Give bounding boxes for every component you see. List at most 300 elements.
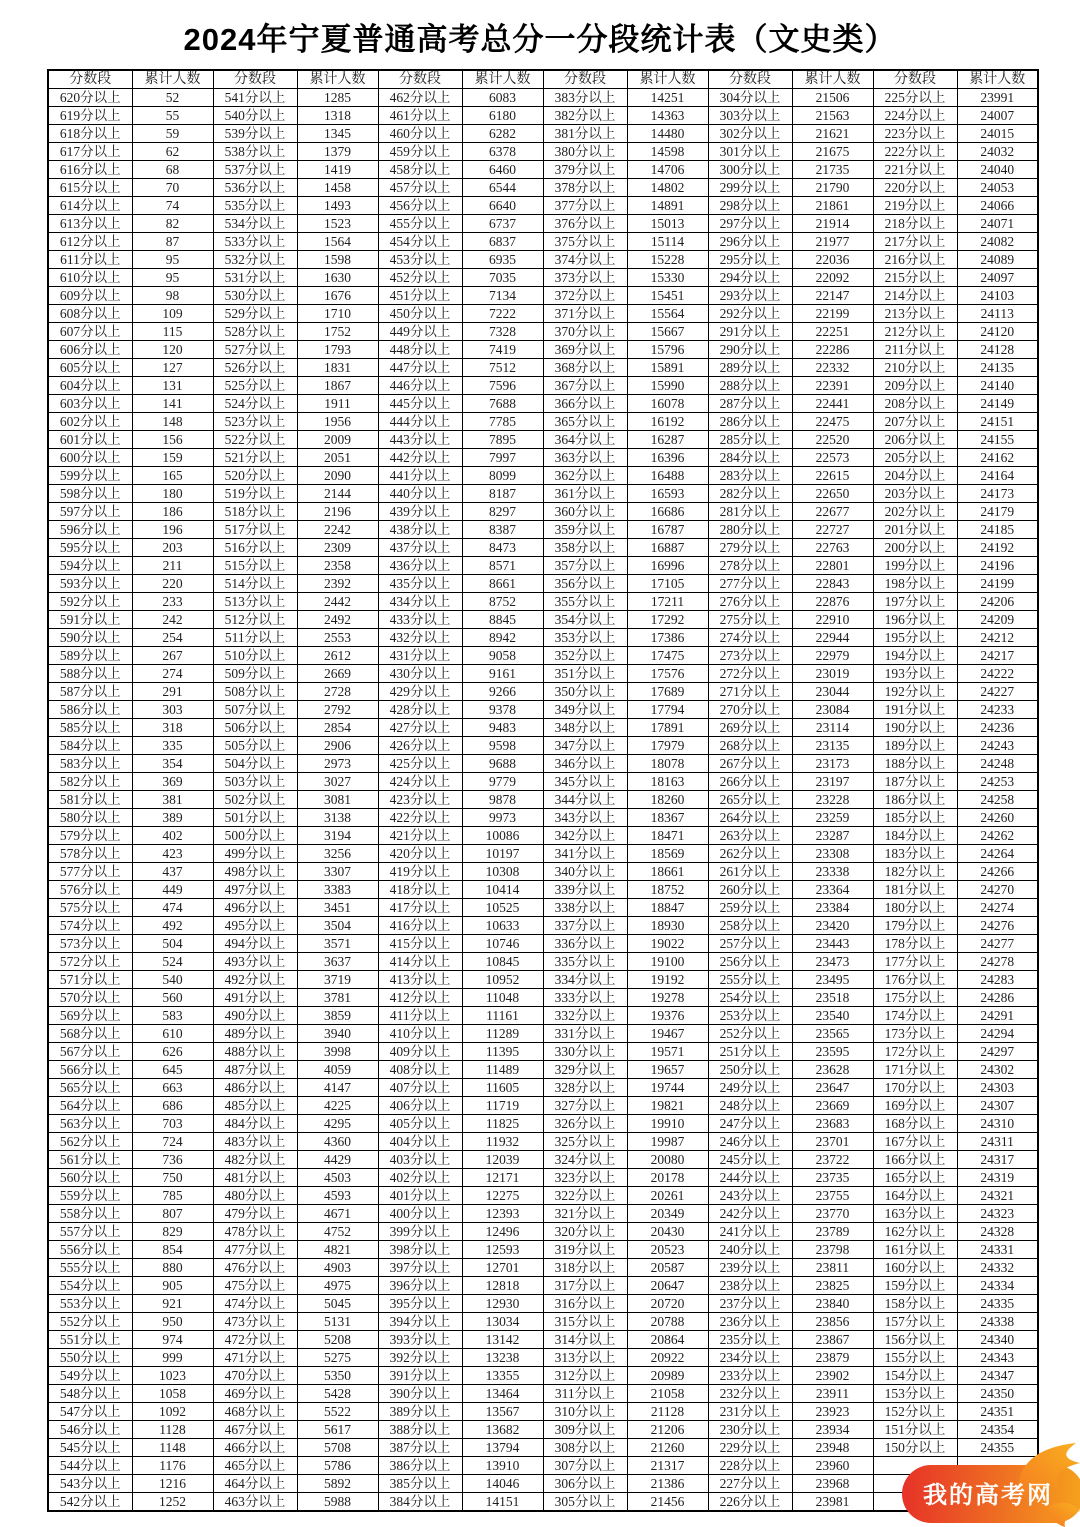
- score-cell: 419分以上: [378, 863, 462, 881]
- count-cell: 8845: [462, 611, 543, 629]
- table-row: [48, 431, 1038, 449]
- column-header: 分数段: [48, 70, 132, 89]
- count-cell: 68: [132, 161, 213, 179]
- score-cell: 230分以上: [708, 1421, 792, 1439]
- count-cell: 23968: [792, 1475, 873, 1493]
- score-cell: 269分以上: [708, 719, 792, 737]
- table-row: [48, 1151, 1038, 1169]
- count-cell: 18367: [627, 809, 708, 827]
- count-cell: 22727: [792, 521, 873, 539]
- count-cell: 3138: [297, 809, 378, 827]
- count-cell: 15451: [627, 287, 708, 305]
- count-cell: 15667: [627, 323, 708, 341]
- count-cell: 6935: [462, 251, 543, 269]
- count-cell: 2242: [297, 521, 378, 539]
- count-cell: 1092: [132, 1403, 213, 1421]
- score-cell: 499分以上: [213, 845, 297, 863]
- count-cell: 3027: [297, 773, 378, 791]
- score-cell: 427分以上: [378, 719, 462, 737]
- score-cell: 332分以上: [543, 1007, 627, 1025]
- score-cell: 227分以上: [708, 1475, 792, 1493]
- table-row: [48, 1313, 1038, 1331]
- score-cell: 573分以上: [48, 935, 132, 953]
- score-cell: 197分以上: [873, 593, 957, 611]
- count-cell: 20720: [627, 1295, 708, 1313]
- count-cell: 2358: [297, 557, 378, 575]
- score-cell: 181分以上: [873, 881, 957, 899]
- score-cell: 566分以上: [48, 1061, 132, 1079]
- score-cell: 437分以上: [378, 539, 462, 557]
- count-cell: 10633: [462, 917, 543, 935]
- page-title: 2024年宁夏普通高考总分一分段统计表（文史类）: [183, 22, 897, 57]
- score-cell: 466分以上: [213, 1439, 297, 1457]
- count-cell: 24040: [957, 161, 1038, 179]
- score-cell: 398分以上: [378, 1241, 462, 1259]
- count-cell: 21621: [792, 125, 873, 143]
- score-cell: 393分以上: [378, 1331, 462, 1349]
- score-cell: 530分以上: [213, 287, 297, 305]
- score-cell: 558分以上: [48, 1205, 132, 1223]
- table-row: [48, 1169, 1038, 1187]
- score-cell: 565分以上: [48, 1079, 132, 1097]
- count-cell: 854: [132, 1241, 213, 1259]
- score-cell: 594分以上: [48, 557, 132, 575]
- score-cell: 491分以上: [213, 989, 297, 1007]
- table-row: [48, 197, 1038, 215]
- count-cell: 540: [132, 971, 213, 989]
- table-row: [48, 575, 1038, 593]
- count-cell: 74: [132, 197, 213, 215]
- table-row: [48, 1403, 1038, 1421]
- score-cell: 229分以上: [708, 1439, 792, 1457]
- score-cell: 329分以上: [543, 1061, 627, 1079]
- score-cell: 284分以上: [708, 449, 792, 467]
- score-cell: 237分以上: [708, 1295, 792, 1313]
- count-cell: 24243: [957, 737, 1038, 755]
- score-cell: 433分以上: [378, 611, 462, 629]
- column-header: 累计人数: [792, 70, 873, 89]
- score-cell: 305分以上: [543, 1493, 627, 1512]
- count-cell: 9378: [462, 701, 543, 719]
- score-cell: 223分以上: [873, 125, 957, 143]
- count-cell: 13794: [462, 1439, 543, 1457]
- score-cell: 578分以上: [48, 845, 132, 863]
- count-cell: 19022: [627, 935, 708, 953]
- score-cell: 301分以上: [708, 143, 792, 161]
- count-cell: 3383: [297, 881, 378, 899]
- count-cell: 2612: [297, 647, 378, 665]
- score-cell: 478分以上: [213, 1223, 297, 1241]
- table-row: [48, 1457, 1038, 1475]
- count-cell: 21861: [792, 197, 873, 215]
- count-cell: 13034: [462, 1313, 543, 1331]
- count-cell: 19467: [627, 1025, 708, 1043]
- count-cell: 3571: [297, 935, 378, 953]
- score-cell: 295分以上: [708, 251, 792, 269]
- score-cell: 339分以上: [543, 881, 627, 899]
- count-cell: 24317: [957, 1151, 1038, 1169]
- score-cell: 152分以上: [873, 1403, 957, 1421]
- count-cell: 4147: [297, 1079, 378, 1097]
- score-cell: 582分以上: [48, 773, 132, 791]
- count-cell: 24276: [957, 917, 1038, 935]
- table-row: [48, 89, 1038, 107]
- score-cell: 364分以上: [543, 431, 627, 449]
- score-cell: 456分以上: [378, 197, 462, 215]
- score-cell: 323分以上: [543, 1169, 627, 1187]
- count-cell: 785: [132, 1187, 213, 1205]
- score-cell: 408分以上: [378, 1061, 462, 1079]
- count-cell: 267: [132, 647, 213, 665]
- count-cell: 9688: [462, 755, 543, 773]
- count-cell: 23879: [792, 1349, 873, 1367]
- count-cell: 23420: [792, 917, 873, 935]
- count-cell: 7035: [462, 269, 543, 287]
- score-cell: 494分以上: [213, 935, 297, 953]
- score-cell: 459分以上: [378, 143, 462, 161]
- score-cell: 512分以上: [213, 611, 297, 629]
- count-cell: 16396: [627, 449, 708, 467]
- score-cell: 169分以上: [873, 1097, 957, 1115]
- count-cell: 11605: [462, 1079, 543, 1097]
- score-cell: 157分以上: [873, 1313, 957, 1331]
- score-cell: 586分以上: [48, 701, 132, 719]
- score-cell: 306分以上: [543, 1475, 627, 1493]
- score-cell: 397分以上: [378, 1259, 462, 1277]
- score-cell: 163分以上: [873, 1205, 957, 1223]
- score-cell: 476分以上: [213, 1259, 297, 1277]
- score-cell: 414分以上: [378, 953, 462, 971]
- score-cell: 293分以上: [708, 287, 792, 305]
- score-cell: 352分以上: [543, 647, 627, 665]
- score-cell: 518分以上: [213, 503, 297, 521]
- score-cell: 377分以上: [543, 197, 627, 215]
- count-cell: 24053: [957, 179, 1038, 197]
- count-cell: 87: [132, 233, 213, 251]
- count-cell: 3859: [297, 1007, 378, 1025]
- count-cell: 10197: [462, 845, 543, 863]
- score-cell: 551分以上: [48, 1331, 132, 1349]
- count-cell: 23173: [792, 755, 873, 773]
- score-cell: 207分以上: [873, 413, 957, 431]
- count-cell: 23840: [792, 1295, 873, 1313]
- count-cell: 1564: [297, 233, 378, 251]
- count-cell: 10952: [462, 971, 543, 989]
- count-cell: 24032: [957, 143, 1038, 161]
- count-cell: 23114: [792, 719, 873, 737]
- count-cell: 21977: [792, 233, 873, 251]
- score-cell: 384分以上: [378, 1493, 462, 1512]
- score-cell: 381分以上: [543, 125, 627, 143]
- score-cell: 583分以上: [48, 755, 132, 773]
- score-cell: 428分以上: [378, 701, 462, 719]
- score-cell: 326分以上: [543, 1115, 627, 1133]
- count-cell: 23197: [792, 773, 873, 791]
- count-cell: 24179: [957, 503, 1038, 521]
- count-cell: 21735: [792, 161, 873, 179]
- count-cell: 11395: [462, 1043, 543, 1061]
- count-cell: 1630: [297, 269, 378, 287]
- count-cell: 22573: [792, 449, 873, 467]
- count-cell: 115: [132, 323, 213, 341]
- count-cell: 22199: [792, 305, 873, 323]
- count-cell: 8297: [462, 503, 543, 521]
- count-cell: 5275: [297, 1349, 378, 1367]
- count-cell: 13567: [462, 1403, 543, 1421]
- count-cell: 1752: [297, 323, 378, 341]
- score-cell: 346分以上: [543, 755, 627, 773]
- score-cell: 538分以上: [213, 143, 297, 161]
- table-row: [48, 881, 1038, 899]
- count-cell: 23923: [792, 1403, 873, 1421]
- count-cell: 16287: [627, 431, 708, 449]
- score-cell: 394分以上: [378, 1313, 462, 1331]
- score-cell: 444分以上: [378, 413, 462, 431]
- score-cell: 439分以上: [378, 503, 462, 521]
- count-cell: 5350: [297, 1367, 378, 1385]
- count-cell: 3081: [297, 791, 378, 809]
- count-cell: 1793: [297, 341, 378, 359]
- count-cell: 254: [132, 629, 213, 647]
- score-cell: 303分以上: [708, 107, 792, 125]
- score-cell: 457分以上: [378, 179, 462, 197]
- score-cell: 420分以上: [378, 845, 462, 863]
- table-row: [48, 1205, 1038, 1223]
- score-cell: 236分以上: [708, 1313, 792, 1331]
- count-cell: 23948: [792, 1439, 873, 1457]
- count-cell: 8661: [462, 575, 543, 593]
- table-row: [48, 1331, 1038, 1349]
- count-cell: 17576: [627, 665, 708, 683]
- score-cell: 233分以上: [708, 1367, 792, 1385]
- score-cell: 313分以上: [543, 1349, 627, 1367]
- score-cell: 597分以上: [48, 503, 132, 521]
- count-cell: 15891: [627, 359, 708, 377]
- count-cell: 1419: [297, 161, 378, 179]
- count-cell: 12701: [462, 1259, 543, 1277]
- count-cell: 95: [132, 251, 213, 269]
- table-row: [48, 251, 1038, 269]
- score-cell: 338分以上: [543, 899, 627, 917]
- score-cell: 564分以上: [48, 1097, 132, 1115]
- column-header: 分数段: [213, 70, 297, 89]
- score-cell: 588分以上: [48, 665, 132, 683]
- score-cell: 447分以上: [378, 359, 462, 377]
- count-cell: 1058: [132, 1385, 213, 1403]
- score-cell: 211分以上: [873, 341, 957, 359]
- count-cell: 14891: [627, 197, 708, 215]
- count-cell: 12393: [462, 1205, 543, 1223]
- count-cell: 905: [132, 1277, 213, 1295]
- count-cell: 24082: [957, 233, 1038, 251]
- table-row: [48, 377, 1038, 395]
- count-cell: 524: [132, 953, 213, 971]
- table-row: [48, 773, 1038, 791]
- score-cell: 278分以上: [708, 557, 792, 575]
- score-cell: 431分以上: [378, 647, 462, 665]
- count-cell: 24347: [957, 1367, 1038, 1385]
- score-cell: 435分以上: [378, 575, 462, 593]
- score-cell: 450分以上: [378, 305, 462, 323]
- score-cell: 570分以上: [48, 989, 132, 1007]
- score-cell: 328分以上: [543, 1079, 627, 1097]
- count-cell: 24192: [957, 539, 1038, 557]
- count-cell: 12593: [462, 1241, 543, 1259]
- score-cell: 222分以上: [873, 143, 957, 161]
- count-cell: 22147: [792, 287, 873, 305]
- table-row: [48, 1259, 1038, 1277]
- count-cell: 19821: [627, 1097, 708, 1115]
- count-cell: 4503: [297, 1169, 378, 1187]
- score-cell: 345分以上: [543, 773, 627, 791]
- count-cell: 6737: [462, 215, 543, 233]
- count-cell: 5428: [297, 1385, 378, 1403]
- table-row: [48, 755, 1038, 773]
- count-cell: 20788: [627, 1313, 708, 1331]
- count-cell: 24310: [957, 1115, 1038, 1133]
- score-cell: 519分以上: [213, 485, 297, 503]
- score-cell: 477分以上: [213, 1241, 297, 1259]
- score-cell: 389分以上: [378, 1403, 462, 1421]
- count-cell: 318: [132, 719, 213, 737]
- score-cell: 485分以上: [213, 1097, 297, 1115]
- score-cell: 347分以上: [543, 737, 627, 755]
- count-cell: 8571: [462, 557, 543, 575]
- score-cell: 449分以上: [378, 323, 462, 341]
- score-cell: 577分以上: [48, 863, 132, 881]
- score-cell: 585分以上: [48, 719, 132, 737]
- count-cell: 4671: [297, 1205, 378, 1223]
- score-cell: 432分以上: [378, 629, 462, 647]
- logo-text: 我的高考网: [923, 1482, 1053, 1509]
- count-cell: 645: [132, 1061, 213, 1079]
- score-cell: 288分以上: [708, 377, 792, 395]
- score-cell: 243分以上: [708, 1187, 792, 1205]
- count-cell: 109: [132, 305, 213, 323]
- score-cell: 311分以上: [543, 1385, 627, 1403]
- score-cell: 529分以上: [213, 305, 297, 323]
- score-cell: 574分以上: [48, 917, 132, 935]
- score-cell: 496分以上: [213, 899, 297, 917]
- score-cell: 215分以上: [873, 269, 957, 287]
- table-row: [48, 215, 1038, 233]
- count-cell: 70: [132, 179, 213, 197]
- count-cell: 16593: [627, 485, 708, 503]
- header-row: [48, 70, 1038, 89]
- count-cell: 24217: [957, 647, 1038, 665]
- score-cell: 195分以上: [873, 629, 957, 647]
- score-cell: 349分以上: [543, 701, 627, 719]
- table-row: [48, 1385, 1038, 1403]
- score-cell: 562分以上: [48, 1133, 132, 1151]
- count-cell: 354: [132, 755, 213, 773]
- count-cell: 4975: [297, 1277, 378, 1295]
- count-cell: 13682: [462, 1421, 543, 1439]
- count-cell: 950: [132, 1313, 213, 1331]
- count-cell: 19376: [627, 1007, 708, 1025]
- score-cell: 188分以上: [873, 755, 957, 773]
- score-cell: 602分以上: [48, 413, 132, 431]
- count-cell: 23259: [792, 809, 873, 827]
- score-cell: 505分以上: [213, 737, 297, 755]
- count-cell: 24248: [957, 755, 1038, 773]
- table-row: [48, 1475, 1038, 1493]
- count-cell: 2669: [297, 665, 378, 683]
- table-row: [48, 827, 1038, 845]
- count-cell: 148: [132, 413, 213, 431]
- score-cell: 331分以上: [543, 1025, 627, 1043]
- count-cell: 21675: [792, 143, 873, 161]
- score-cell: 342分以上: [543, 827, 627, 845]
- count-cell: 23722: [792, 1151, 873, 1169]
- count-cell: 98: [132, 287, 213, 305]
- count-cell: 24332: [957, 1259, 1038, 1277]
- count-cell: 21914: [792, 215, 873, 233]
- score-cell: 174分以上: [873, 1007, 957, 1025]
- score-cell: 405分以上: [378, 1115, 462, 1133]
- count-cell: 5522: [297, 1403, 378, 1421]
- count-cell: 3256: [297, 845, 378, 863]
- score-cell: 308分以上: [543, 1439, 627, 1457]
- score-cell: 549分以上: [48, 1367, 132, 1385]
- count-cell: 242: [132, 611, 213, 629]
- count-cell: 180: [132, 485, 213, 503]
- score-cell: 184分以上: [873, 827, 957, 845]
- score-cell: 506分以上: [213, 719, 297, 737]
- score-cell: 299分以上: [708, 179, 792, 197]
- count-cell: 233: [132, 593, 213, 611]
- score-cell: 266分以上: [708, 773, 792, 791]
- count-cell: 807: [132, 1205, 213, 1223]
- score-cell: 446分以上: [378, 377, 462, 395]
- count-cell: 19100: [627, 953, 708, 971]
- score-cell: 164分以上: [873, 1187, 957, 1205]
- count-cell: 22475: [792, 413, 873, 431]
- count-cell: 14363: [627, 107, 708, 125]
- count-cell: 16887: [627, 539, 708, 557]
- score-cell: 177分以上: [873, 953, 957, 971]
- count-cell: 724: [132, 1133, 213, 1151]
- count-cell: 7512: [462, 359, 543, 377]
- score-cell: 521分以上: [213, 449, 297, 467]
- score-cell: 287分以上: [708, 395, 792, 413]
- score-cell: 279分以上: [708, 539, 792, 557]
- count-cell: 24162: [957, 449, 1038, 467]
- table-row: [48, 971, 1038, 989]
- count-cell: 5131: [297, 1313, 378, 1331]
- score-cell: 465分以上: [213, 1457, 297, 1475]
- count-cell: 23755: [792, 1187, 873, 1205]
- table-row: [48, 161, 1038, 179]
- score-cell: 537分以上: [213, 161, 297, 179]
- score-cell: 204分以上: [873, 467, 957, 485]
- score-cell: 268分以上: [708, 737, 792, 755]
- score-cell: 500分以上: [213, 827, 297, 845]
- score-cell: 387分以上: [378, 1439, 462, 1457]
- count-cell: 19278: [627, 989, 708, 1007]
- table-row: [48, 791, 1038, 809]
- table-row: [48, 1241, 1038, 1259]
- count-cell: 736: [132, 1151, 213, 1169]
- score-cell: 604分以上: [48, 377, 132, 395]
- count-cell: 14151: [462, 1493, 543, 1512]
- count-cell: 449: [132, 881, 213, 899]
- count-cell: 24307: [957, 1097, 1038, 1115]
- score-cell: 371分以上: [543, 305, 627, 323]
- count-cell: 1216: [132, 1475, 213, 1493]
- score-cell: 438分以上: [378, 521, 462, 539]
- score-cell: 400分以上: [378, 1205, 462, 1223]
